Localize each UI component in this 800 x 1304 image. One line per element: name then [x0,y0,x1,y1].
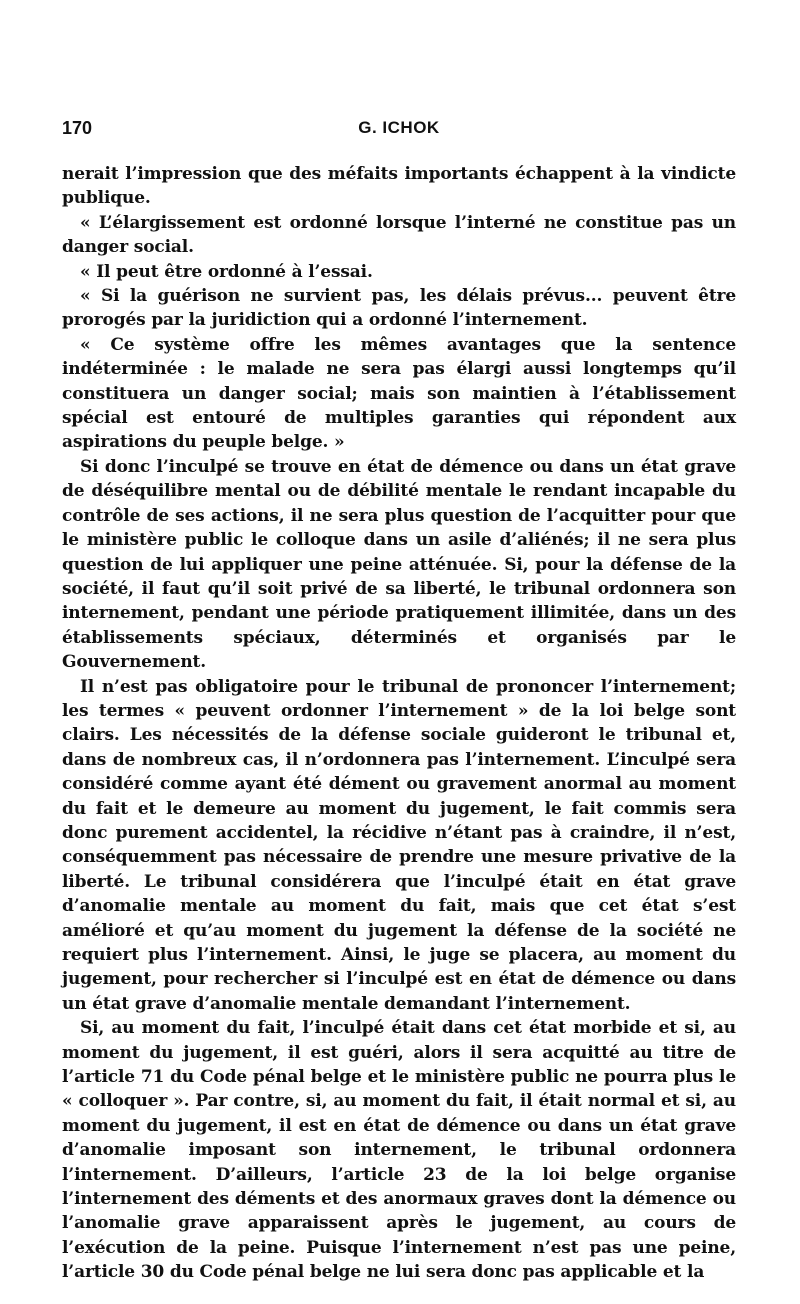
paragraph-not-obligatory: Il n’est pas obligatoire pour le tribunal de prononcer l’internement; les termes « peuvent ordonner l’internement » de la loi belge sont clairs. Les nécessités de la défense sociale guideront le tribunal et, dans de nombreux cas, il n’ordonnera pas l’internement. L’inculpé sera considéré comme ayant été dément ou gravement anormal au moment du fait et le demeure au moment du jugement, le fait commis sera donc purement accidentel, la récidive n’étant pas à craindre, il n’est, conséquemment pas nécessaire de prendre une mesure privative de la liberté. Le tribunal considérera que l’inculpé était en état grave d’anomalie mentale au moment du fait, mais que cet état s’est amélioré et qu’au moment du jugement la défense de la société ne requiert plus l’internement. Ainsi, le juge se placera, au moment du jugement, pour rechercher si l’inculpé est en état de démence ou dans un état grave d’anomalie mentale demandant l’internement. [62,676,736,1014]
book-page [62,118,736,1285]
paragraph-moment-of-act: Si, au moment du fait, l’inculpé était dans cet état morbide et si, au moment du jugement, il est guéri, alors il sera acquitté au titre de l’article 71 du Code pénal belge et le ministère public ne pourra plus le « colloquer ». Par contre, si, au moment du fait, il était normal et si, au moment du jugement, il est en état de démence ou dans un état grave d’anomalie imposant son internement, le tribunal ordonnera l’internement. D’ailleurs, l’article 23 de la loi belge organise l’internement des déments et des anormaux graves dont la démence ou l’anomalie grave apparaissent après le jugement, au cours de l’exécution de la peine. Puisque l’internement n’est pas une peine, l’article 30 du Code pénal belge ne lui sera donc pas applicable et la [62,1018,736,1283]
paragraph-quote-system: « Ce système offre les mêmes avantages que la sentence indéterminée : le malade ne sera pas élargi aussi longtemps qu’il constituera un danger social; mais son maintien à l’établissement spécial est entouré de multiples garanties qui répondent aux aspirations du peuple belge. » [62,334,736,453]
body-text [62,162,736,1285]
running-head: G. ICHOK [358,118,440,137]
paragraph-quote-release: « L’élargissement est ordonné lorsque l’interné ne constitue pas un danger social. [62,212,736,258]
paragraph-dementia: Si donc l’inculpé se trouve en état de démence ou dans un état grave de déséquilibre mental ou de débilité mentale le rendant incapable du contrôle de ses actions, il ne sera plus question de l’acquitter pour que le ministère public le colloque dans un asile d’aliénés; il ne sera plus question de lui appliquer une peine atténuée. Si, pour la défense de la société, il faut qu’il soit privé de sa liberté, le tribunal ordonnera son internement, pendant une période pratiquement illimitée, dans un des établissements spéciaux, déterminés et organisés par le Gouvernement. [62,456,736,673]
page-header [62,118,736,148]
paragraph-quote-trial: « Il peut être ordonné à l’essai. [80,261,373,282]
page-number: 170 [62,118,93,138]
paragraph-continuation: nerait l’impression que des méfaits importants échappent à la vindicte publique. [62,164,736,209]
paragraph-quote-extension: « Si la guérison ne survient pas, les délais prévus... peuvent être prorogés par la juridiction qui a ordonné l’internement. [62,286,736,331]
